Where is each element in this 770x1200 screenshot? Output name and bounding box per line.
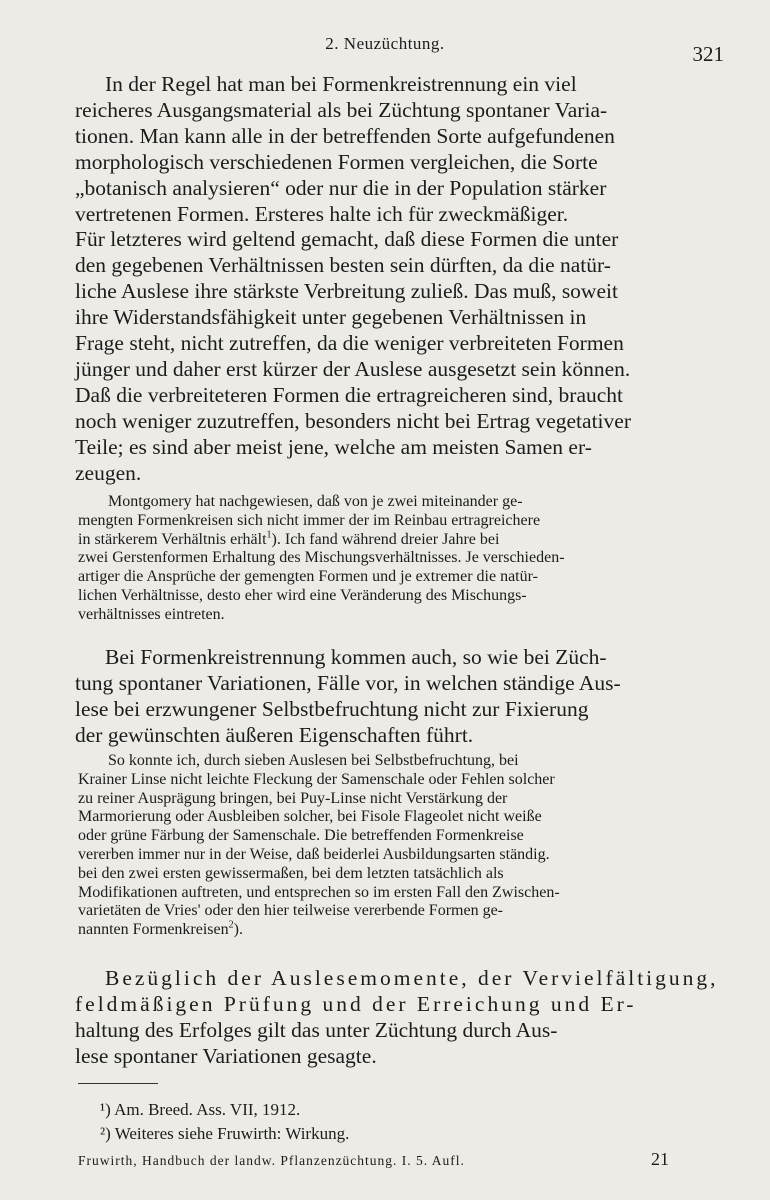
text-line: morphologisch verschiedenen Formen vergleichen, die Sorte [75, 149, 598, 174]
text-line: bei den zwei ersten gewissermaßen, bei dem letzten tatsächlich als [78, 864, 504, 882]
text-line: jünger und daher erst kürzer der Auslese ausgesetzt sein können. [75, 356, 631, 381]
text-line: Krainer Linse nicht leichte Fleckung der Samenschale oder Fehlen solcher [78, 770, 555, 788]
page-number: 321 [692, 42, 724, 66]
text-line: der gewünschten äußeren Eigenschaften führt. [75, 722, 474, 747]
text-line: vertretenen Formen. Ersteres halte ich für zweckmäßiger. [75, 201, 569, 226]
text-line: ihre Widerstandsfähigkeit unter gegebenen Verhältnissen in [75, 305, 587, 330]
text-line: tionen. Man kann alle in der betreffenden Sorte aufgefundenen [75, 123, 615, 148]
text-line: Bei Formenkreistrennung kommen auch, so wie bei Züch- [105, 645, 607, 669]
text-line: oder grüne Färbung der Samenschale. Die betreffenden Formenkreise [78, 827, 524, 845]
small-print-1 [78, 493, 726, 625]
text-line: Montgomery hat nachgewiesen, daß von je zwei miteinander ge- [108, 493, 523, 510]
text-line: lese spontaner Variationen gesagte. [75, 1043, 377, 1068]
text-line: So konnte ich, durch sieben Auslesen bei Selbstbefruchtung, bei [108, 752, 519, 769]
text-line: feldmäßigen Prüfung und der Erreichung und Er- [75, 991, 637, 1016]
running-header: 2. Neuzüchtung. [325, 34, 445, 53]
text-segment: nannten Formenkreisen [78, 921, 229, 939]
text-line: Daß die verbreiteteren Formen die ertragreicheren sind, braucht [75, 382, 623, 407]
text-line: Marmorierung oder Ausbleiben solcher, bei Fisole Flageolet nicht weiße [78, 808, 542, 826]
text-line: In der Regel hat man bei Formenkreistrennung ein viel [105, 72, 577, 96]
text-line: haltung des Erfolges gilt das unter Züchtung durch Aus- [75, 1017, 558, 1042]
paragraph-2 [75, 645, 726, 749]
text-line: Bezüglich der Auslesemomente, der Vervielfältigung, [105, 966, 719, 990]
text-line: Frage steht, nicht zutreffen, da die weniger verbreiteten Formen [75, 331, 624, 356]
text-line: mengten Formenkreisen sich nicht immer der im Reinbau ertragreichere [78, 511, 541, 529]
text-line: tung spontaner Variationen, Fälle vor, in welchen ständige Aus- [75, 670, 621, 695]
paragraph-1 [75, 72, 726, 487]
text-line: liche Auslese ihre stärkste Verbreitung zuließ. Das muß, soweit [75, 279, 618, 304]
text-line: varietäten de Vries' oder den hier teilweise vererbende Formen ge- [78, 902, 503, 920]
text-line: verhältnisses eintreten. [78, 605, 225, 623]
text-line: „botanisch analysieren“ oder nur die in der Population stärker [75, 175, 607, 200]
footnote-1: ¹) Am. Breed. Ass. VII, 1912. [100, 1100, 301, 1119]
footnote-2: ²) Weiteres siehe Fruwirth: Wirkung. [100, 1124, 350, 1143]
text-line: zwei Gerstenformen Erhaltung des Mischungsverhältnisses. Je verschieden- [78, 549, 565, 567]
text-line: den gegebenen Verhältnissen besten sein dürften, da die natür- [75, 253, 611, 278]
text-segment: ). Ich fand während dreier Jahre bei [271, 530, 500, 548]
paragraph-3 [75, 966, 726, 1070]
footer-source: Fruwirth, Handbuch der landw. Pflanzenzüchtung. I. 5. Aufl. [78, 1153, 465, 1168]
text-line: vererben immer nur in der Weise, daß beiderlei Ausbildungsarten ständig. [78, 845, 550, 863]
text-line: noch weniger zuzutreffen, besonders nicht bei Ertrag vegetativer [75, 408, 631, 433]
footnote-ref: 1 [266, 529, 272, 541]
text-line [78, 531, 726, 550]
text-line: zeugen. [75, 460, 142, 485]
text-line: Teile; es sind aber meist jene, welche am meisten Samen er- [75, 434, 592, 459]
small-print-2 [78, 752, 726, 940]
text-segment: ). [233, 921, 243, 939]
text-line: Für letzteres wird geltend gemacht, daß diese Formen die unter [75, 227, 619, 252]
footnote-divider [78, 1083, 158, 1084]
text-line: artiger die Ansprüche der gemengten Formen und je extremer die natür- [78, 568, 538, 586]
text-line: Modifikationen auftreten, und entsprechen so im ersten Fall den Zwischen- [78, 883, 560, 901]
text-segment: in stärkerem Verhältnis erhält [78, 530, 267, 548]
text-line: zu reiner Ausprägung bringen, bei Puy-Linse nicht Verstärkung der [78, 789, 508, 807]
text-line: lichen Verhältnisse, desto eher wird eine Veränderung des Mischungs- [78, 586, 527, 604]
text-line [78, 921, 726, 940]
sheet-signature: 21 [651, 1149, 669, 1169]
text-line: lese bei erzwungener Selbstbefruchtung nicht zur Fixierung [75, 696, 589, 721]
text-line: reicheres Ausgangsmaterial als bei Züchtung spontaner Varia- [75, 97, 608, 122]
footnote-ref: 2 [228, 919, 234, 931]
